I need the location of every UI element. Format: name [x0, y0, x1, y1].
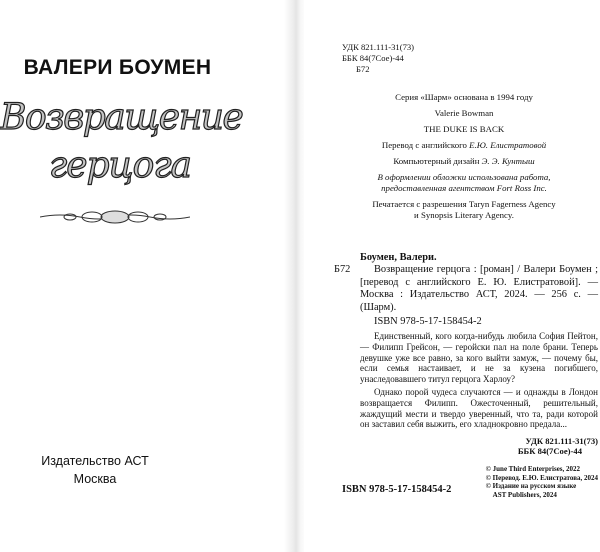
series-note: Серия «Шарм» основана в 1994 году	[395, 92, 533, 102]
imprint-block	[334, 92, 594, 221]
isbn: ISBN 978-5-17-158454-2	[374, 316, 482, 328]
ornament-icon	[40, 207, 190, 227]
city: Москва	[73, 472, 117, 486]
author-name: ВАЛЕРИ БОУМЕН	[23, 56, 212, 79]
cover-credit-1: В оформлении обложки использована работа,	[377, 172, 551, 182]
bbk-bottom: ББК 84(7Сое)-44	[517, 446, 582, 457]
copyright-line: AST Publishers, 2024	[492, 491, 557, 500]
permission-1: Печатается с разрешения Taryn Fagerness Agency	[372, 199, 556, 209]
original-author: Valerie Bowman	[434, 108, 494, 118]
copyright-line: © Перевод. Е.Ю. Елистратова, 2024	[485, 473, 598, 482]
translator: Е.Ю. Елистратовой	[469, 140, 547, 150]
right-page	[304, 0, 600, 552]
book-title-line2: герцога	[49, 145, 191, 186]
biblio-entry: Возвращение герцога : [роман] / Валери Боумен ; [перевод с английского Е. Ю. Елистратовой]. — Москва : Издательство АСТ, 2024. — 256 с. — (Шарм).	[360, 264, 598, 313]
publisher: Издательство АСТ	[41, 454, 149, 468]
book-title-line1: Возвращение	[0, 97, 243, 138]
design-credit	[334, 156, 594, 167]
designer: Э. Э. Кунтыш	[481, 156, 535, 166]
copyright-line: © June Third Enterprises, 2022	[485, 464, 581, 473]
original-title: THE DUKE IS BACK	[423, 124, 505, 134]
annotation-paragraph-2: Однако порой чудеса случаются — и однажды в Лондон возвращается Филипп. Ожесточенный, решительный, жаждущий мести и твердо уверенный, что та, ради которой он заставил себя выжить, его хладнокровно предала...	[360, 387, 598, 430]
translation-credit	[334, 140, 594, 151]
annotation	[334, 331, 598, 429]
isbn-bottom: ISBN 978-5-17-158454-2	[342, 483, 452, 495]
copyright-line: © Издание на русском языке	[485, 482, 577, 491]
catalog-block	[334, 252, 598, 500]
udk-bottom: УДК 821.111-31(73)	[525, 435, 598, 446]
left-page	[0, 0, 284, 552]
book-gutter	[284, 0, 306, 552]
biblio-row	[334, 264, 598, 314]
biblio-code: Б72	[334, 264, 351, 276]
bbk-top: ББК 84(7Сое)-44	[342, 53, 404, 63]
annotation-paragraph-1: Единственный, кого когда-нибудь любила София Пейтон, — Филипп Грейсон, — геройски пал на поле брани. Теперь девушке уже все равно, за кого выйти замуж, — почему бы, если семья настаивает, и не за кузена погибшего, унаследовавшего титул герцога Харлоу?	[360, 331, 598, 384]
design-label: Компьютерный дизайн	[393, 156, 480, 166]
biblio-author: Боумен, Валери.	[360, 252, 437, 263]
bottom-row	[334, 465, 598, 500]
copyright-block	[486, 465, 598, 500]
permission-2: и Synopsis Literary Agency.	[414, 210, 514, 220]
code-top: Б72	[356, 64, 370, 74]
udk-top: УДК 821.111-31(73)	[342, 42, 415, 52]
translation-label: Перевод с английского	[381, 140, 467, 150]
cover-credit-2: предоставленная агентством Fort Ross Inc.	[381, 183, 547, 193]
